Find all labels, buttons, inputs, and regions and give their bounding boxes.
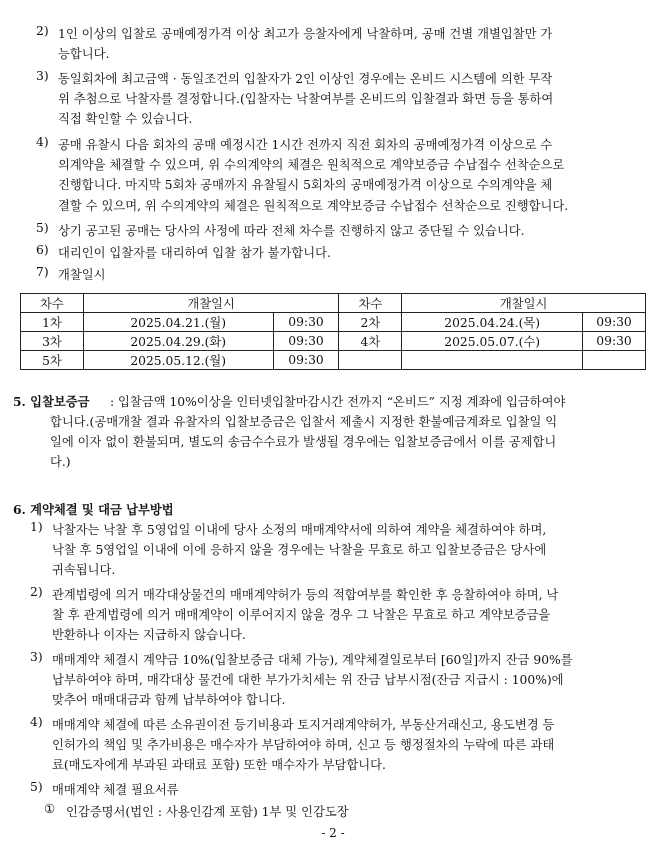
s6-item-2-number: 2) xyxy=(30,585,43,599)
s6-item-4-number: 4) xyxy=(30,715,43,729)
time-cell: 09:30 xyxy=(583,313,646,332)
table-row xyxy=(21,313,646,332)
time-cell: 09:30 xyxy=(583,332,646,351)
table-row xyxy=(21,332,646,351)
date-cell: 2025.05.07.(수) xyxy=(402,332,583,351)
table-header-row xyxy=(21,294,646,313)
s6-item-5-number: 5) xyxy=(30,780,43,794)
date-cell xyxy=(402,351,583,370)
page-number: - 2 - xyxy=(321,826,345,840)
item-4-number: 4) xyxy=(36,135,49,149)
header-opening-datetime: 개찰일시 xyxy=(83,294,339,313)
time-cell: 09:30 xyxy=(273,351,339,370)
round-cell: 2차 xyxy=(339,313,402,332)
item-6-number: 6) xyxy=(36,243,49,257)
header-opening-datetime: 개찰일시 xyxy=(402,294,646,313)
s6-item-3-text: 매매계약 체결시 계약금 10%(입찰보증금 대체 가능), 계약체결일로부터 [60일]까지 잔금 90%를 납부하여야 하며, 매각대상 물건에 대한 부가가치세는 위 잔금 납부시점(잔금 지급시 : 100%)에 맞추어 매매대금과 함께 납부하여야 합니다. xyxy=(52,653,573,708)
s6-item-4-text: 매매계약 체결에 따른 소유권이전 등기비용과 토지거래계약허가, 부동산거래신고, 용도변경 등 인허가의 책임 및 추가비용은 매수자가 부담하여야 하며, 신고 등 행정절차의 누락에 따른 과태 료(매도자에게 부과된 과태료 포함) 또한 매수자가 부담합니다. xyxy=(52,718,555,773)
item-5-number: 5) xyxy=(36,221,49,235)
header-round: 차수 xyxy=(339,294,402,313)
date-cell: 2025.04.29.(화) xyxy=(83,332,273,351)
s6-item-3-number: 3) xyxy=(30,650,43,664)
item-3-text: 동일회차에 최고금액 · 동일조건의 입찰자가 2인 이상인 경우에는 온비드 시스템에 의한 무작 위 추첨으로 낙찰자를 결정합니다.(입찰자는 낙찰여부를 온비드의 입찰결과 화면 등을 통하여 직접 확인할 수 있습니다. xyxy=(58,72,554,127)
item-4-text: 공매 유찰시 다음 회차의 공매 예정시간 1시간 전까지 직전 회차의 공매예정가격 이상으로 수 의계약을 체결할 수 있으며, 위 수의계약의 체결은 원칙적으로 계약보증금 수납접수 선착순으로 진행합니다. 마지막 5회차 공매까지 유찰될시 5회차의 공매예정가격 이상으로 수의계약을 체 결할 수 있으며, 위 수의계약의 체결은 원칙적으로 계약보증금 수납접수 선착순으로 진행합니다. xyxy=(58,138,569,213)
time-cell xyxy=(583,351,646,370)
item-7-text: 개찰일시 xyxy=(58,268,106,282)
item-3-number: 3) xyxy=(36,69,49,83)
s6-item-1-text: 낙찰자는 낙찰 후 5영업일 이내에 당사 소정의 매매계약서에 의하여 계약을 체결하여야 하며, 낙찰 후 5영업일 이내에 이에 응하지 않을 경우에는 낙찰을 무효로 하고 입찰보증금은 당사에 귀속됩니다. xyxy=(52,523,547,578)
opening-schedule-table xyxy=(20,293,646,370)
time-cell: 09:30 xyxy=(273,313,339,332)
item-5-text: 상기 공고된 공매는 당사의 사정에 따라 전체 차수를 진행하지 않고 중단될 수 있습니다. xyxy=(58,224,525,238)
section-5-text-rest: 합니다.(공매개찰 결과 유찰자의 입찰보증금은 입찰서 제출시 지정한 환불예금계좌로 입찰일 익 일에 이자 없이 환불되며, 별도의 송금수수료가 발생될 경우에는 입찰보증금에서 이를 공제합니 다.) xyxy=(50,415,558,470)
s6-item-2-text: 관계법령에 의거 매각대상물건의 매매계약허가 등의 적합여부를 확인한 후 응찰하여야 하며, 낙 찰 후 관계법령에 의거 매매계약이 이루어지지 않을 경우 그 낙찰은 무효로 하고 계약보증금을 반환하나 이자는 지급하지 않습니다. xyxy=(52,588,559,643)
s6-subitem-text: 인감증명서(법인 : 사용인감계 포함) 1부 및 인감도장 xyxy=(66,805,349,819)
s6-item-5-text: 매매계약 체결 필요서류 xyxy=(52,783,179,797)
section-6-heading: 6. 계약체결 및 대금 납부방법 xyxy=(13,502,174,517)
section-5-text-first: : 입찰금액 10%이상을 인터넷입찰마감시간 전까지 “온비드” 지정 계좌에 입금하여야 xyxy=(110,395,566,409)
round-cell: 5차 xyxy=(21,351,84,370)
item-2-text: 1인 이상의 입찰로 공매예정가격 이상 최고가 응찰자에게 낙찰하며, 공매 건별 개별입찰만 가 능합니다. xyxy=(58,27,553,62)
s6-subitem-number: ① xyxy=(44,802,56,816)
s6-item-1-number: 1) xyxy=(30,520,43,534)
header-round: 차수 xyxy=(21,294,84,313)
round-cell xyxy=(339,351,402,370)
table-row xyxy=(21,351,646,370)
round-cell: 1차 xyxy=(21,313,84,332)
round-cell: 3차 xyxy=(21,332,84,351)
round-cell: 4차 xyxy=(339,332,402,351)
item-2-number: 2) xyxy=(36,24,49,38)
item-6-text: 대리인이 입찰자를 대리하여 입찰 참가 불가합니다. xyxy=(58,246,331,260)
item-7-number: 7) xyxy=(36,265,49,279)
date-cell: 2025.04.24.(목) xyxy=(402,313,583,332)
date-cell: 2025.04.21.(월) xyxy=(83,313,273,332)
date-cell: 2025.05.12.(월) xyxy=(83,351,273,370)
section-5-heading: 5. 입찰보증금 xyxy=(13,394,90,409)
time-cell: 09:30 xyxy=(273,332,339,351)
